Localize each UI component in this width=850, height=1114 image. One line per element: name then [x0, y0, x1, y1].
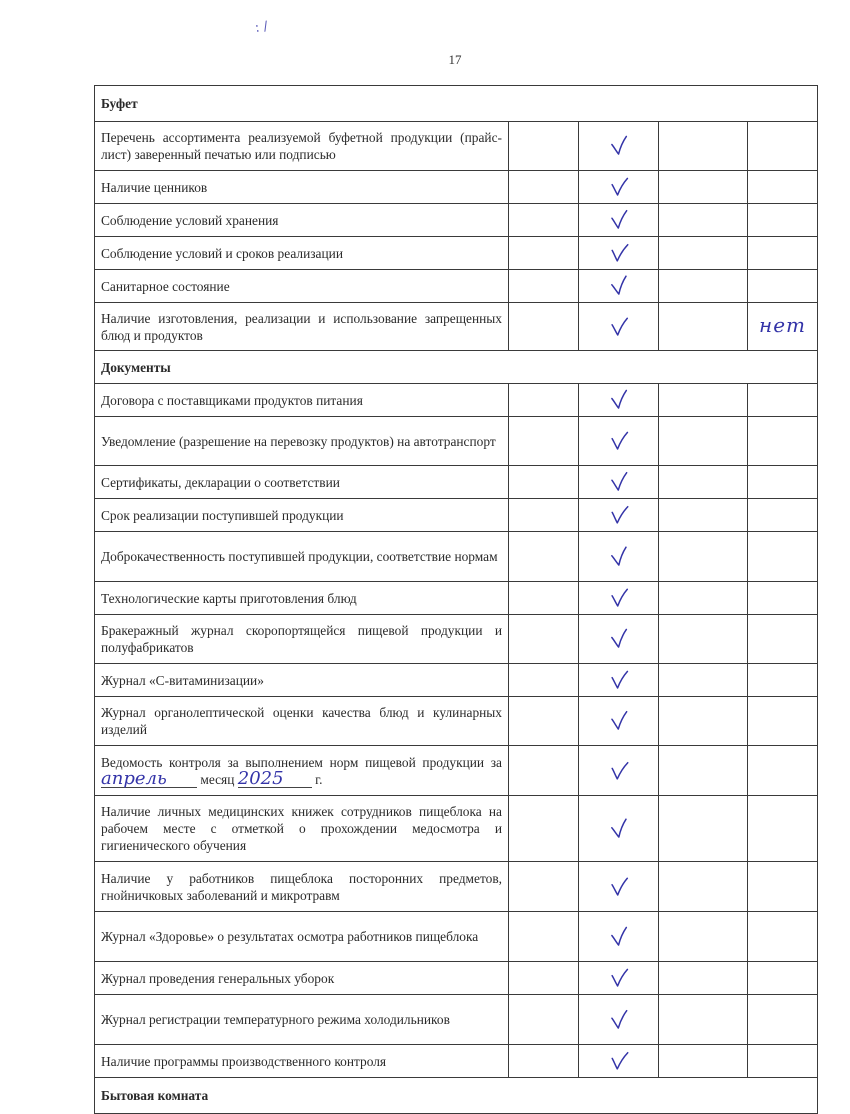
criterion-label: Бракеражный журнал скоропортящейся пищевой продукции и полуфабрикатов — [95, 615, 509, 664]
table-row — [95, 995, 818, 1045]
inspection-checklist-table — [94, 85, 818, 1114]
table-row — [95, 962, 818, 995]
criterion-label: Соблюдение условий хранения — [95, 204, 509, 237]
table-row — [95, 664, 818, 697]
section-row — [95, 86, 818, 122]
table-row — [95, 746, 818, 796]
checkmark-icon — [579, 417, 659, 466]
checkmark-icon — [579, 270, 659, 303]
checkmark-icon — [579, 532, 659, 582]
criterion-label: Технологические карты приготовления блюд — [95, 582, 509, 615]
criterion-label: Сертификаты, декларации о соответствии — [95, 466, 509, 499]
criterion-label: Договора с поставщиками продуктов питания — [95, 384, 509, 417]
criterion-label: Наличие ценников — [95, 171, 509, 204]
table-row — [95, 122, 818, 171]
table-row — [95, 384, 818, 417]
criterion-label: Срок реализации поступившей продукции — [95, 499, 509, 532]
checkmark-icon — [579, 1045, 659, 1078]
handwritten-note: нет — [759, 313, 807, 337]
checkmark-icon — [579, 122, 659, 171]
criterion-label: Наличие личных медицинских книжек сотрудников пищеблока на рабочем месте с отметкой о прохождении медосмотра и гигиенического обучения — [95, 796, 509, 862]
year-field: 2025 — [238, 771, 312, 788]
criterion-label: Журнал проведения генеральных уборок — [95, 962, 509, 995]
table-row — [95, 499, 818, 532]
criterion-label: Наличие у работников пищеблока посторонних предметов, гнойничковых заболеваний и микротравм — [95, 862, 509, 912]
criterion-label: Соблюдение условий и сроков реализации — [95, 237, 509, 270]
criterion-label-with-fields: Ведомость контроля за выполнением норм пищевой продукции за апрель месяц 2025 г. — [95, 746, 509, 796]
checkmark-icon — [579, 796, 659, 862]
checkmark-icon — [579, 171, 659, 204]
criterion-label: Журнал органолептической оценки качества блюд и кулинарных изделий — [95, 697, 509, 746]
criterion-label: Уведомление (разрешение на перевозку продуктов) на автотранспорт — [95, 417, 509, 466]
table-row — [95, 237, 818, 270]
checkmark-icon — [579, 697, 659, 746]
table-row — [95, 862, 818, 912]
criterion-label: Журнал регистрации температурного режима холодильников — [95, 995, 509, 1045]
table-row — [95, 303, 818, 351]
table-row — [95, 466, 818, 499]
corner-handwritten-mark: : / — [253, 18, 270, 37]
checkmark-icon — [579, 237, 659, 270]
section-title-documents: Документы — [95, 351, 818, 384]
table-row — [95, 1045, 818, 1078]
checkmark-icon — [579, 384, 659, 417]
table-row — [95, 615, 818, 664]
checkmark-icon — [579, 582, 659, 615]
table-row — [95, 912, 818, 962]
criterion-label: Журнал «С-витаминизации» — [95, 664, 509, 697]
table-row — [95, 417, 818, 466]
checkmark-icon — [579, 204, 659, 237]
table-row — [95, 532, 818, 582]
criterion-label: Доброкачественность поступившей продукции, соответствие нормам — [95, 532, 509, 582]
section-row — [95, 1078, 818, 1114]
table-row — [95, 204, 818, 237]
checkmark-icon — [579, 995, 659, 1045]
checkmark-icon — [579, 962, 659, 995]
checkmark-icon — [579, 912, 659, 962]
section-row — [95, 351, 818, 384]
section-title-household-room: Бытовая комната — [95, 1078, 818, 1114]
checkmark-icon — [579, 303, 659, 351]
table-row — [95, 171, 818, 204]
criterion-label: Журнал «Здоровье» о результатах осмотра работников пищеблока — [95, 912, 509, 962]
checkmark-icon — [579, 664, 659, 697]
table-row — [95, 796, 818, 862]
criterion-label: Наличие программы производственного контроля — [95, 1045, 509, 1078]
table-row — [95, 270, 818, 303]
section-title-bufet: Буфет — [95, 86, 818, 122]
table-row — [95, 697, 818, 746]
month-field: апрель — [101, 771, 197, 788]
page-number: 17 — [448, 52, 462, 67]
checkmark-icon — [579, 615, 659, 664]
table-row — [95, 582, 818, 615]
checkmark-icon — [579, 499, 659, 532]
criterion-label: Наличие изготовления, реализации и использование запрещенных блюд и продуктов — [95, 303, 509, 351]
criterion-label: Перечень ассортимента реализуемой буфетной продукции (прайс-лист) заверенный печатью или подписью — [95, 122, 509, 171]
criterion-label: Санитарное состояние — [95, 270, 509, 303]
checkmark-icon — [579, 466, 659, 499]
checkmark-icon — [579, 746, 659, 796]
checkmark-icon — [579, 862, 659, 912]
